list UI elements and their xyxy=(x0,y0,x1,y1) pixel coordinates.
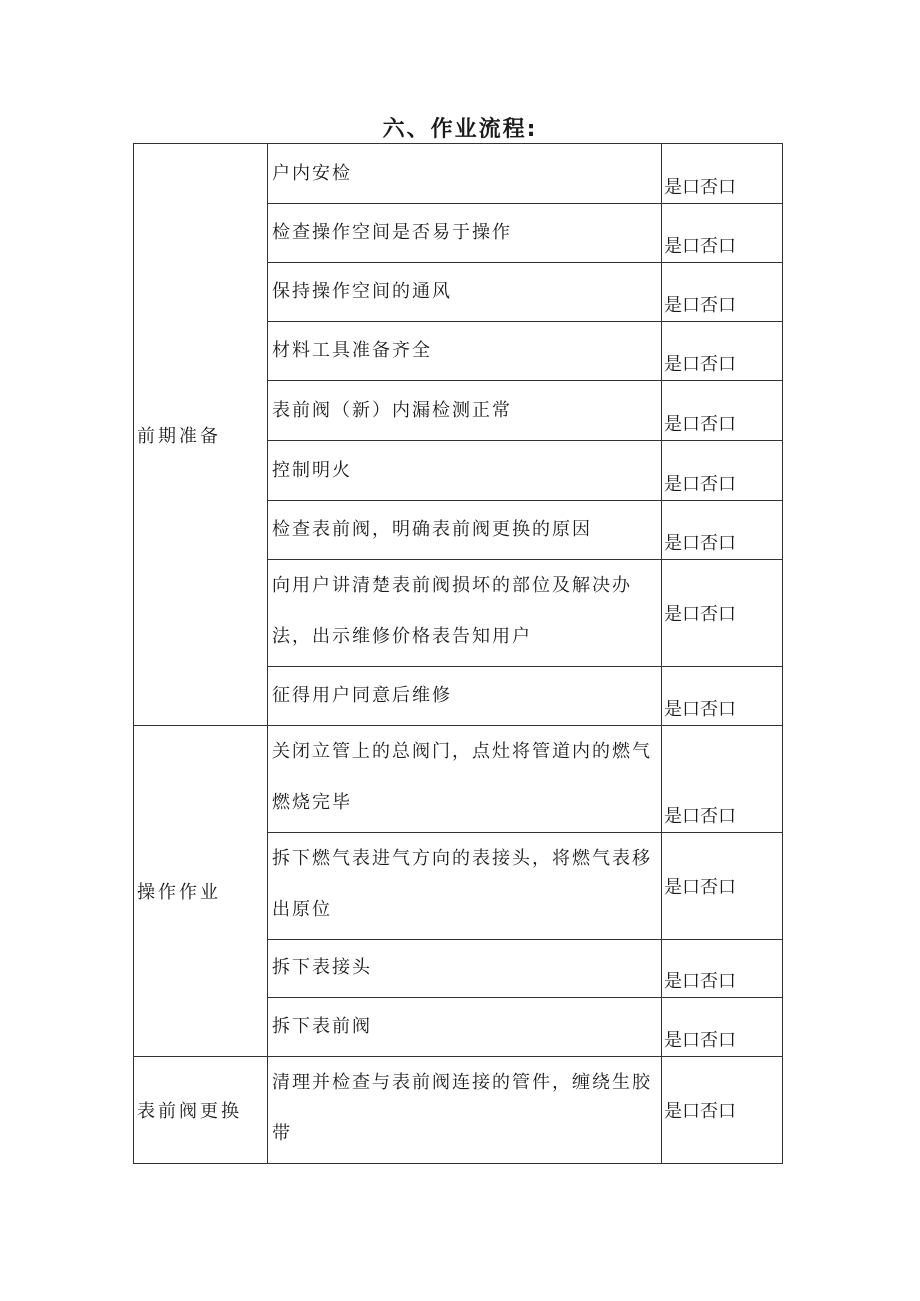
step-item: 拆下表前阀 xyxy=(268,998,662,1057)
yes-no-check[interactable]: 是口否口 xyxy=(662,441,783,501)
step-item: 征得用户同意后维修 xyxy=(268,667,662,726)
page-title: 六、作业流程: xyxy=(382,117,538,142)
yes-no-check[interactable]: 是口否口 xyxy=(662,726,783,833)
step-item: 拆下表接头 xyxy=(268,940,662,998)
section-label-valve-replace: 表前阀更换 xyxy=(134,1057,268,1164)
step-item: 表前阀（新）内漏检测正常 xyxy=(268,381,662,441)
yes-no-check[interactable]: 是口否口 xyxy=(662,1057,783,1164)
yes-no-check[interactable]: 是口否口 xyxy=(662,263,783,322)
section-label-operation: 操作作业 xyxy=(134,726,268,1057)
step-item: 材料工具准备齐全 xyxy=(268,322,662,381)
step-item: 保持操作空间的通风 xyxy=(268,263,662,322)
step-item: 控制明火 xyxy=(268,441,662,501)
table-row xyxy=(134,1057,783,1164)
work-flow-table xyxy=(133,143,783,1164)
table-row xyxy=(134,726,783,833)
step-item: 清理并检查与表前阀连接的管件，缠绕生胶带 xyxy=(268,1057,662,1164)
yes-no-check[interactable]: 是口否口 xyxy=(662,667,783,726)
step-item: 向用户讲清楚表前阀损坏的部位及解决办法，出示维修价格表告知用户 xyxy=(268,560,662,667)
yes-no-check[interactable]: 是口否口 xyxy=(662,940,783,998)
yes-no-check[interactable]: 是口否口 xyxy=(662,501,783,560)
table-row xyxy=(134,144,783,204)
section-label-prep: 前期准备 xyxy=(134,144,268,726)
yes-no-check[interactable]: 是口否口 xyxy=(662,381,783,441)
step-item: 检查表前阀，明确表前阀更换的原因 xyxy=(268,501,662,560)
yes-no-check[interactable]: 是口否口 xyxy=(662,322,783,381)
yes-no-check[interactable]: 是口否口 xyxy=(662,204,783,263)
yes-no-check[interactable]: 是口否口 xyxy=(662,998,783,1057)
yes-no-check[interactable]: 是口否口 xyxy=(662,560,783,667)
yes-no-check[interactable]: 是口否口 xyxy=(662,144,783,204)
yes-no-check[interactable]: 是口否口 xyxy=(662,833,783,940)
step-item: 拆下燃气表进气方向的表接头，将燃气表移出原位 xyxy=(268,833,662,940)
step-item: 关闭立管上的总阀门，点灶将管道内的燃气燃烧完毕 xyxy=(268,726,662,833)
step-item: 户内安检 xyxy=(268,144,662,204)
step-item: 检查操作空间是否易于操作 xyxy=(268,204,662,263)
